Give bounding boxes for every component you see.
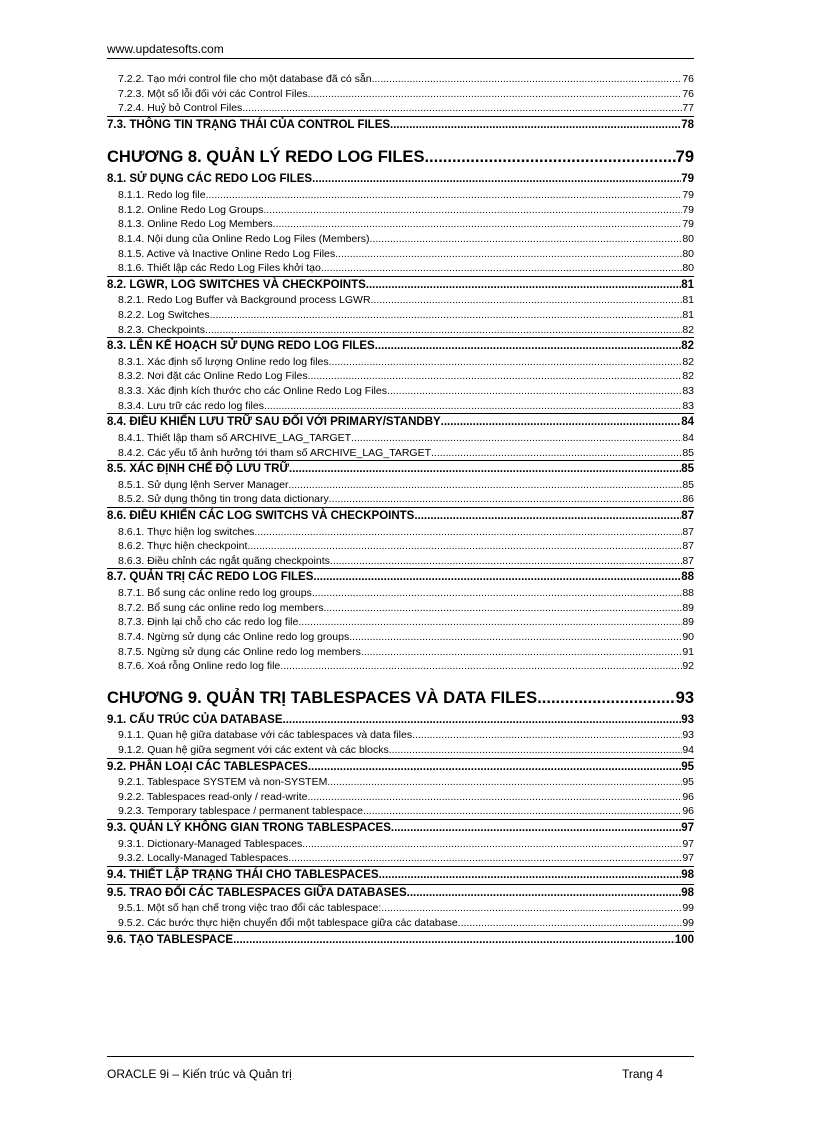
dot-leader <box>412 728 682 743</box>
toc-entry-page: 100 <box>674 933 694 946</box>
toc-entry-page: 93 <box>681 713 694 726</box>
toc-entry-page: 81 <box>681 278 694 291</box>
dot-leader <box>335 247 682 262</box>
toc-subsection[interactable] <box>107 293 694 308</box>
toc-entry-page: 80 <box>682 232 694 245</box>
toc-entry-page: 99 <box>682 902 694 915</box>
toc-entry-page: 79 <box>675 148 694 167</box>
dot-leader <box>289 461 681 478</box>
dot-leader <box>288 478 682 493</box>
toc-subsection[interactable] <box>107 916 694 931</box>
toc-subsection[interactable] <box>107 601 694 616</box>
toc-entry-page: 87 <box>682 540 694 553</box>
dot-leader <box>264 399 682 414</box>
toc-entry-title: 8.2.3. Checkpoints <box>118 323 205 336</box>
toc-entry-title: 9.5.1. Một số hạn chế trong việc trao đổi các tablespace: <box>118 902 382 915</box>
toc-subsection[interactable] <box>107 188 694 203</box>
toc-entry-page: 89 <box>682 601 694 614</box>
toc-entry-page: 87 <box>681 510 694 522</box>
dot-leader <box>283 712 682 729</box>
toc-section[interactable] <box>107 884 694 902</box>
toc-entry-title: 8.3.4. Lưu trữ các redo log files <box>118 399 264 412</box>
dot-leader <box>308 87 683 102</box>
toc-entry-title: 9.3.2. Locally-Managed Tablespaces <box>118 852 289 865</box>
toc-entry-page: 96 <box>682 805 694 818</box>
toc-entry-title: 9.2.2. Tablespaces read-only / read-write <box>118 790 308 803</box>
dot-leader <box>361 645 682 660</box>
dot-leader <box>210 308 683 323</box>
toc-entry-page: 79 <box>682 203 694 216</box>
dot-leader <box>329 492 683 507</box>
toc-subsection[interactable] <box>107 431 694 446</box>
toc-entry-title: 8.1.3. Online Redo Log Members <box>118 218 273 231</box>
toc-subsection[interactable] <box>107 554 694 569</box>
toc-entry-title: 8.6. ĐIỀU KHIỂN CÁC LOG SWITCHS VÀ CHECKPOINTS <box>107 510 415 522</box>
toc-section[interactable] <box>107 460 694 478</box>
toc-subsection[interactable] <box>107 615 694 630</box>
toc-entry-title: 8.4. ĐIỀU KHIỂN LƯU TRỮ SAU ĐỐI VỚI PRIMARY/STANDBY <box>107 416 441 429</box>
table-of-contents <box>107 72 694 948</box>
toc-entry-title: 8.2. LGWR, LOG SWITCHES VÀ CHECKPOINTS <box>107 278 366 291</box>
toc-entry-title: 9.3.1. Dictionary-Managed Tablespaces <box>118 837 303 850</box>
dot-leader <box>371 293 683 308</box>
dot-leader <box>312 171 681 188</box>
toc-entry-title: 7.2.4. Huỷ bỏ Control Files <box>118 102 243 115</box>
toc-entry-title: 8.5.2. Sử dụng thông tin trong data dictionary <box>118 493 329 506</box>
toc-subsection[interactable] <box>107 72 694 87</box>
toc-entry-title: 9.2.3. Temporary tablespace / permanent tablespace <box>118 805 363 818</box>
footer-rule <box>107 1056 694 1057</box>
toc-entry-page: 96 <box>682 790 694 803</box>
toc-section[interactable] <box>107 866 694 884</box>
toc-subsection[interactable] <box>107 261 694 276</box>
header-rule <box>107 58 694 59</box>
toc-entry-title: 8.7.5. Ngừng sử dụng các Online redo log members <box>118 645 361 658</box>
toc-entry-page: 82 <box>682 370 694 383</box>
toc-entry-page: 88 <box>682 587 694 600</box>
dot-leader <box>308 369 683 384</box>
toc-entry-title: 8.4.2. Các yếu tố ảnh hưởng tới tham số ARCHIVE_LAG_TARGET <box>118 446 431 459</box>
toc-subsection[interactable] <box>107 384 694 399</box>
dot-leader <box>414 508 681 525</box>
toc-subsection[interactable] <box>107 743 694 758</box>
toc-subsection[interactable] <box>107 901 694 916</box>
toc-entry-page: 87 <box>682 525 694 538</box>
toc-entry-page: 83 <box>682 399 694 412</box>
toc-chapter[interactable] <box>107 688 694 708</box>
toc-subsection[interactable] <box>107 586 694 601</box>
toc-entry-title: 8.3. LÊN KẾ HOẠCH SỬ DỤNG REDO LOG FILES <box>107 340 375 353</box>
dot-leader <box>330 554 682 569</box>
toc-subsection[interactable] <box>107 308 694 323</box>
toc-section[interactable] <box>107 276 694 294</box>
toc-entry-title: 8.1.6. Thiết lập các Redo Log Files khởi tạo <box>118 262 321 275</box>
toc-entry-title: CHƯƠNG 9. QUẢN TRỊ TABLESPACES VÀ DATA FILES <box>107 688 538 707</box>
toc-entry-page: 85 <box>682 478 694 491</box>
toc-entry-page: 86 <box>682 493 694 506</box>
dot-leader <box>298 615 682 630</box>
toc-entry-page: 88 <box>681 571 694 584</box>
toc-entry-page: 98 <box>681 868 694 881</box>
toc-entry-title: 8.3.3. Xác định kích thước cho các Online Redo Log Files <box>118 385 387 398</box>
dot-leader <box>288 851 682 866</box>
toc-entry-page: 90 <box>682 630 694 643</box>
toc-entry-title: 9.6. TẠO TABLESPACE <box>107 933 234 946</box>
dot-leader <box>537 688 675 708</box>
dot-leader <box>327 775 682 790</box>
toc-subsection[interactable] <box>107 478 694 493</box>
toc-entry-page: 97 <box>681 822 694 835</box>
dot-leader <box>424 147 675 167</box>
toc-entry-title: 8.1. SỬ DỤNG CÁC REDO LOG FILES <box>107 173 313 186</box>
toc-entry-title: 8.3.2. Nơi đặt các Online Redo Log Files <box>118 370 308 383</box>
toc-entry-title: 8.7.6. Xoá rỗng Online redo log file <box>118 660 281 673</box>
toc-entry-page: 79 <box>682 218 694 231</box>
toc-entry-page: 80 <box>682 262 694 275</box>
toc-entry-page: 93 <box>675 688 694 707</box>
toc-entry-page: 84 <box>682 431 694 444</box>
toc-section[interactable] <box>107 507 694 525</box>
toc-subsection[interactable] <box>107 203 694 218</box>
toc-entry-title: 9.1. CẤU TRÚC CỦA DATABASE <box>107 713 283 726</box>
toc-entry-page: 85 <box>681 463 694 476</box>
toc-entry-page: 87 <box>682 554 694 567</box>
toc-section[interactable] <box>107 931 694 949</box>
toc-entry-page: 94 <box>682 744 694 756</box>
dot-leader <box>321 261 683 276</box>
toc-subsection[interactable] <box>107 539 694 554</box>
footer-title: ORACLE 9i – Kiến trúc và Quản trị <box>107 1067 292 1081</box>
toc-entry-title: 9.3. QUẢN LÝ KHÔNG GIAN TRONG TABLESPACES <box>107 822 391 835</box>
toc-entry-page: 95 <box>681 760 694 773</box>
toc-entry-title: 9.1.2. Quan hệ giữa segment với các extent và các blocks <box>118 744 389 756</box>
toc-entry-title: 8.5. XÁC ĐỊNH CHẾ ĐỘ LƯU TRỮ <box>107 463 290 476</box>
toc-entry-page: 92 <box>682 660 694 673</box>
dot-leader <box>381 901 682 916</box>
dot-leader <box>205 323 682 338</box>
toc-entry-title: 8.7.4. Ngừng sử dụng các Online redo log groups <box>118 630 350 643</box>
toc-section[interactable] <box>107 819 694 837</box>
dot-leader <box>390 117 681 134</box>
toc-subsection[interactable] <box>107 790 694 805</box>
toc-entry-title: 9.5.2. Các bước thực hiện chuyển đổi một tablespace giữa các database <box>118 916 458 929</box>
toc-subsection[interactable] <box>107 87 694 102</box>
dot-leader <box>370 232 683 247</box>
toc-entry-title: 8.7. QUẢN TRỊ CÁC REDO LOG FILES <box>107 571 314 584</box>
toc-subsection[interactable] <box>107 232 694 247</box>
dot-leader <box>280 659 682 674</box>
toc-entry-page: 82 <box>682 355 694 368</box>
toc-entry-title: 8.3.1. Xác định số lượng Online redo log files <box>118 355 329 368</box>
toc-entry-title: 8.1.2. Online Redo Log Groups <box>118 203 264 216</box>
toc-entry-title: 9.5. TRAO ĐỔI CÁC TABLESPACES GIỮA DATABASES <box>107 886 407 899</box>
site-header: www.updatesofts.com <box>107 42 224 56</box>
toc-subsection[interactable] <box>107 217 694 232</box>
toc-entry-title: 7.3. THÔNG TIN TRẠNG THÁI CỦA CONTROL FILES <box>107 118 391 131</box>
toc-subsection[interactable] <box>107 775 694 790</box>
dot-leader <box>366 277 681 294</box>
dot-leader <box>391 820 681 837</box>
dot-leader <box>323 601 682 616</box>
dot-leader <box>263 203 682 218</box>
dot-leader <box>312 586 683 601</box>
toc-entry-title: 8.2.2. Log Switches <box>118 309 210 321</box>
dot-leader <box>387 384 682 399</box>
dot-leader <box>458 916 683 931</box>
dot-leader <box>206 188 683 203</box>
toc-section[interactable] <box>107 116 694 134</box>
toc-section[interactable] <box>107 568 694 586</box>
toc-subsection[interactable] <box>107 323 694 338</box>
toc-section[interactable] <box>107 171 694 188</box>
toc-entry-title: CHƯƠNG 8. QUẢN LÝ REDO LOG FILES <box>107 148 425 167</box>
dot-leader <box>389 743 683 758</box>
dot-leader <box>407 885 682 902</box>
toc-entry-page: 79 <box>681 173 694 186</box>
dot-leader <box>372 72 683 87</box>
toc-entry-page: 76 <box>682 73 694 85</box>
toc-entry-page: 98 <box>681 886 694 899</box>
toc-entry-title: 8.1.5. Active và Inactive Online Redo Log Files <box>118 247 336 260</box>
dot-leader <box>363 804 682 819</box>
toc-entry-title: 9.2. PHÂN LOẠI CÁC TABLESPACES <box>107 760 308 773</box>
dot-leader <box>431 446 682 461</box>
toc-subsection[interactable] <box>107 645 694 660</box>
toc-entry-page: 99 <box>682 916 694 929</box>
toc-entry-title: 8.6.1. Thực hiện log switches <box>118 525 255 538</box>
toc-entry-page: 97 <box>682 852 694 865</box>
toc-entry-page: 89 <box>682 616 694 629</box>
toc-entry-page: 95 <box>682 776 694 789</box>
toc-subsection[interactable] <box>107 492 694 507</box>
toc-entry-title: 8.4.1. Thiết lập tham số ARCHIVE_LAG_TARGET <box>118 431 352 444</box>
dot-leader <box>242 101 682 116</box>
dot-leader <box>273 217 683 232</box>
toc-entry-title: 7.2.2. Tạo mới control file cho một database đã có sẵn <box>118 73 372 85</box>
toc-subsection[interactable] <box>107 525 694 540</box>
toc-entry-title: 9.2.1. Tablespace SYSTEM và non-SYSTEM <box>118 776 328 789</box>
toc-entry-title: 9.4. THIẾT LẬP TRẠNG THÁI CHO TABLESPACES <box>107 868 379 881</box>
toc-entry-title: 7.2.3. Một số lỗi đối với các Control Files <box>118 87 308 100</box>
toc-section[interactable] <box>107 712 694 729</box>
toc-entry-title: 8.1.4. Nội dung của Online Redo Log Files (Members) <box>118 232 370 245</box>
toc-entry-page: 81 <box>682 294 694 307</box>
toc-entry-title: 8.6.2. Thực hiện checkpoint <box>118 540 248 553</box>
toc-subsection[interactable] <box>107 355 694 370</box>
toc-entry-page: 91 <box>682 645 694 658</box>
toc-entry-page: 77 <box>682 102 694 115</box>
dot-leader <box>302 837 682 852</box>
toc-entry-title: 9.1.1. Quan hệ giữa database với các tablespaces và data files <box>118 729 413 742</box>
toc-subsection[interactable] <box>107 399 694 414</box>
toc-entry-page: 79 <box>682 189 694 202</box>
toc-entry-page: 82 <box>682 323 694 336</box>
toc-entry-title: 8.7.2. Bổ sung các online redo log members <box>118 601 324 614</box>
toc-entry-title: 8.7.3. Định lại chỗ cho các redo log file <box>118 616 299 629</box>
toc-subsection[interactable] <box>107 446 694 461</box>
dot-leader <box>308 790 683 805</box>
toc-section[interactable] <box>107 337 694 355</box>
toc-entry-page: 83 <box>682 385 694 398</box>
toc-subsection[interactable] <box>107 101 694 116</box>
dot-leader <box>247 539 682 554</box>
toc-entry-page: 78 <box>681 118 694 131</box>
dot-leader <box>375 338 682 355</box>
dot-leader <box>351 431 682 446</box>
dot-leader <box>379 867 682 884</box>
toc-chapter[interactable] <box>107 147 694 167</box>
toc-subsection[interactable] <box>107 804 694 819</box>
dot-leader <box>308 759 681 776</box>
toc-subsection[interactable] <box>107 837 694 852</box>
toc-entry-title: 8.5.1. Sử dụng lệnh Server Manager <box>118 478 289 491</box>
toc-entry-page: 84 <box>681 416 694 429</box>
toc-entry-page: 80 <box>682 247 694 260</box>
toc-section[interactable] <box>107 413 694 431</box>
dot-leader <box>349 630 682 645</box>
toc-entry-title: 8.7.1. Bổ sung các online redo log groups <box>118 587 312 600</box>
toc-subsection[interactable] <box>107 728 694 743</box>
toc-subsection[interactable] <box>107 247 694 262</box>
toc-entry-page: 97 <box>682 837 694 850</box>
toc-subsection[interactable] <box>107 630 694 645</box>
toc-entry-page: 82 <box>681 340 694 353</box>
dot-leader <box>233 932 675 949</box>
dot-leader <box>254 525 682 540</box>
toc-entry-title: 8.1.1. Redo log file <box>118 189 206 202</box>
toc-entry-page: 85 <box>682 446 694 459</box>
toc-entry-title: 8.2.1. Redo Log Buffer và Background process LGWR <box>118 294 371 307</box>
toc-entry-page: 81 <box>682 309 694 321</box>
dot-leader <box>313 569 681 586</box>
page-number: Trang 4 <box>622 1067 663 1081</box>
toc-entry-title: 8.6.3. Điều chỉnh các ngắt quãng checkpoints <box>118 554 330 567</box>
dot-leader <box>441 414 682 431</box>
toc-entry-page: 93 <box>682 729 694 742</box>
toc-subsection[interactable] <box>107 369 694 384</box>
toc-subsection[interactable] <box>107 851 694 866</box>
toc-section[interactable] <box>107 758 694 776</box>
toc-subsection[interactable] <box>107 659 694 674</box>
toc-entry-page: 76 <box>682 87 694 100</box>
dot-leader <box>329 355 683 370</box>
